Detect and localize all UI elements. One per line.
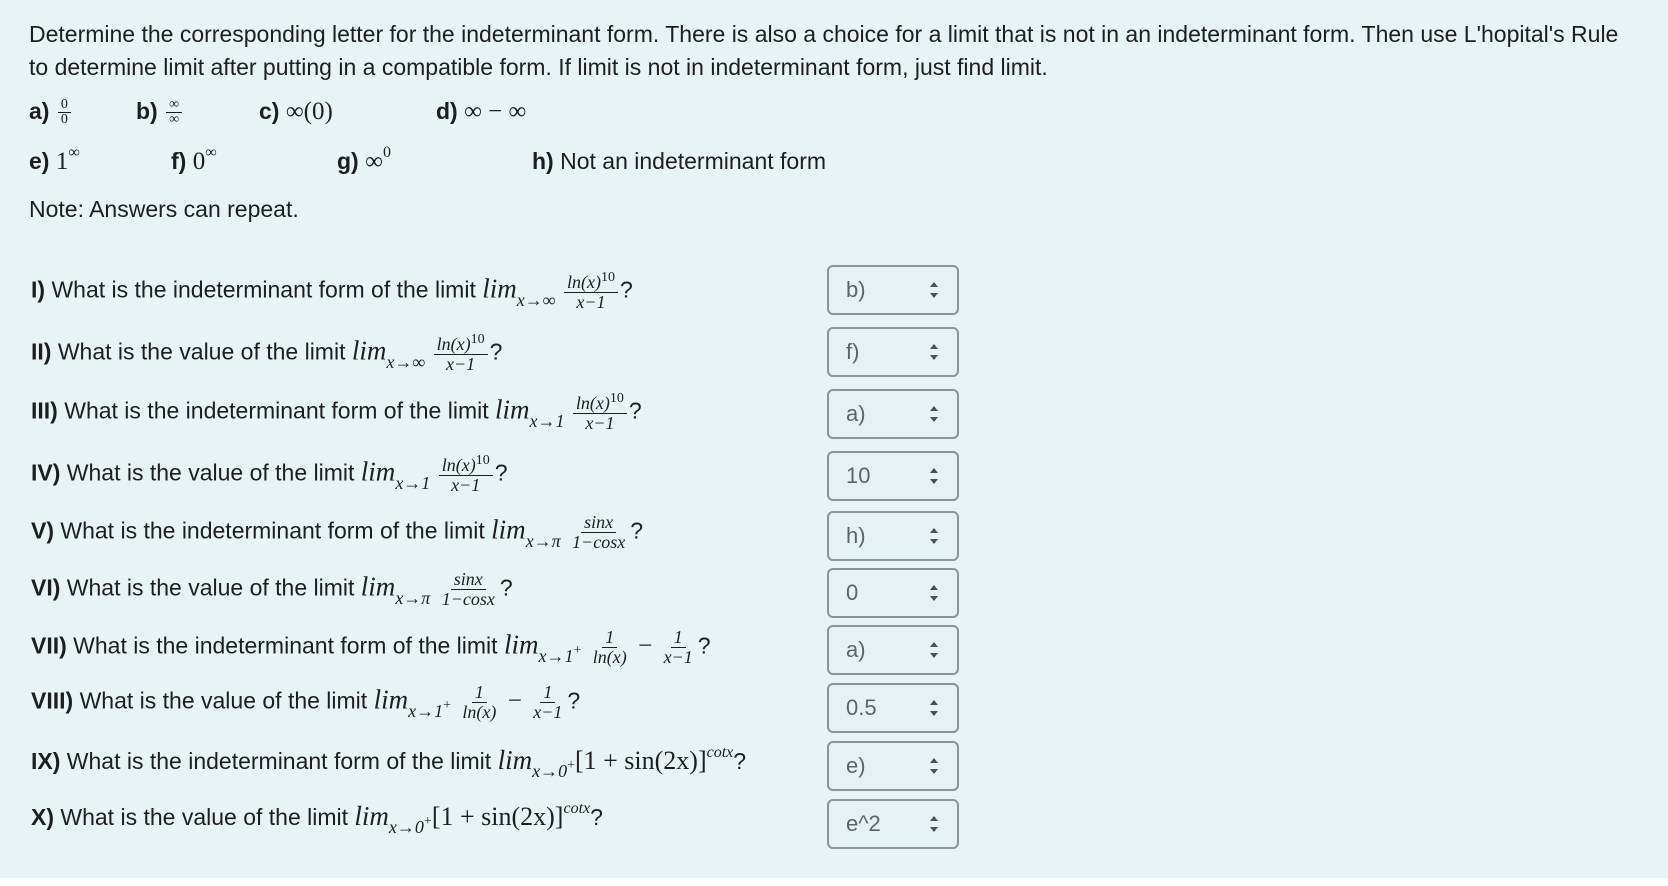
- option-b: b) ∞ ∞: [136, 98, 184, 127]
- option-f: f) 0∞: [171, 144, 217, 175]
- answer-select-8[interactable]: 0.5: [827, 683, 959, 733]
- select-arrows-icon: [929, 697, 939, 719]
- answer-select-6[interactable]: 0: [827, 568, 959, 618]
- select-arrows-icon: [929, 279, 939, 301]
- answer-select-1[interactable]: b): [827, 265, 959, 315]
- answer-select-4[interactable]: 10: [827, 451, 959, 501]
- question-3: III) What is the indeterminant form of the limit $\lim_{x\to 1}$ $\frac{\ln(x)^{10}}{x-1}$ ?: [31, 391, 642, 433]
- question-8: VIII) What is the value of the limit $\lim_{x\to 1}+$ $\frac{1}{\ln(x)}$ − $\frac{1}{x-1}$ ?: [31, 682, 581, 722]
- select-arrows-icon: [929, 813, 939, 835]
- question-1: I) What is the indeterminant form of the limit $\lim_{x\to\infty}$ $\frac{\ln(x)^{10}}{x-1}$ ?: [31, 270, 633, 312]
- select-arrows-icon: [929, 403, 939, 425]
- option-g: g) ∞$^0$: [337, 144, 391, 175]
- select-arrows-icon: [929, 755, 939, 777]
- select-arrows-icon: [929, 341, 939, 363]
- question-5: V) What is the indeterminant form of the limit $\lim_{x\to\pi}$ $\frac{\sin x}{1-\cos x}$ ?: [31, 512, 644, 552]
- answer-select-10[interactable]: e^2: [827, 799, 959, 849]
- answer-select-5[interactable]: h): [827, 511, 959, 561]
- answer-select-7[interactable]: a): [827, 625, 959, 675]
- select-arrows-icon: [929, 465, 939, 487]
- question-2: II) What is the value of the limit $\lim_{x\to\infty}$ $\frac{\ln(x)^{10}}{x-1}$ ?: [31, 332, 503, 374]
- option-c: c) ∞(0): [259, 98, 333, 125]
- question-9: IX) What is the indeterminant form of the limit $\lim_{x\to 0}+[1 + \sin(2x)]^{cotx}$?: [31, 744, 747, 781]
- select-arrows-icon: [929, 582, 939, 604]
- question-10: X) What is the value of the limit $\lim_{x\to 0}+[1 + \sin(2x)]^{cotx}$?: [31, 800, 603, 837]
- answer-select-3[interactable]: a): [827, 389, 959, 439]
- question-4: IV) What is the value of the limit $\lim_{x\to 1}$ $\frac{\ln(x)^{10}}{x-1}$ ?: [31, 453, 508, 495]
- select-arrows-icon: [929, 639, 939, 661]
- option-e: e) 1∞: [29, 144, 80, 175]
- select-arrows-icon: [929, 525, 939, 547]
- option-h: h) Not an indeterminant form: [532, 148, 827, 174]
- option-d: d) ∞ − ∞: [436, 98, 527, 125]
- answer-select-2[interactable]: f): [827, 327, 959, 377]
- note-text: Note: Answers can repeat.: [29, 196, 299, 222]
- instructions-text: Determine the corresponding letter for the indeterminant form. There is also a choice for a limit that is not in an indeterminant form. Then use L'hopital's Rule to determine limit after putting in a compatible form. If limit is not in indeterminant form, just find limit.: [29, 21, 1619, 80]
- answer-select-9[interactable]: e): [827, 741, 959, 791]
- option-a: a) $\frac{0}{0}$: [29, 98, 73, 127]
- question-7: VII) What is the indeterminant form of the limit $\lim_{x\to 1}+$ $\frac{1}{\ln(x)}$ − $\frac{1}{x-1}$ ?: [31, 627, 711, 667]
- question-6: VI) What is the value of the limit $\lim_{x\to\pi}$ $\frac{\sin x}{1-\cos x}$ ?: [31, 569, 513, 609]
